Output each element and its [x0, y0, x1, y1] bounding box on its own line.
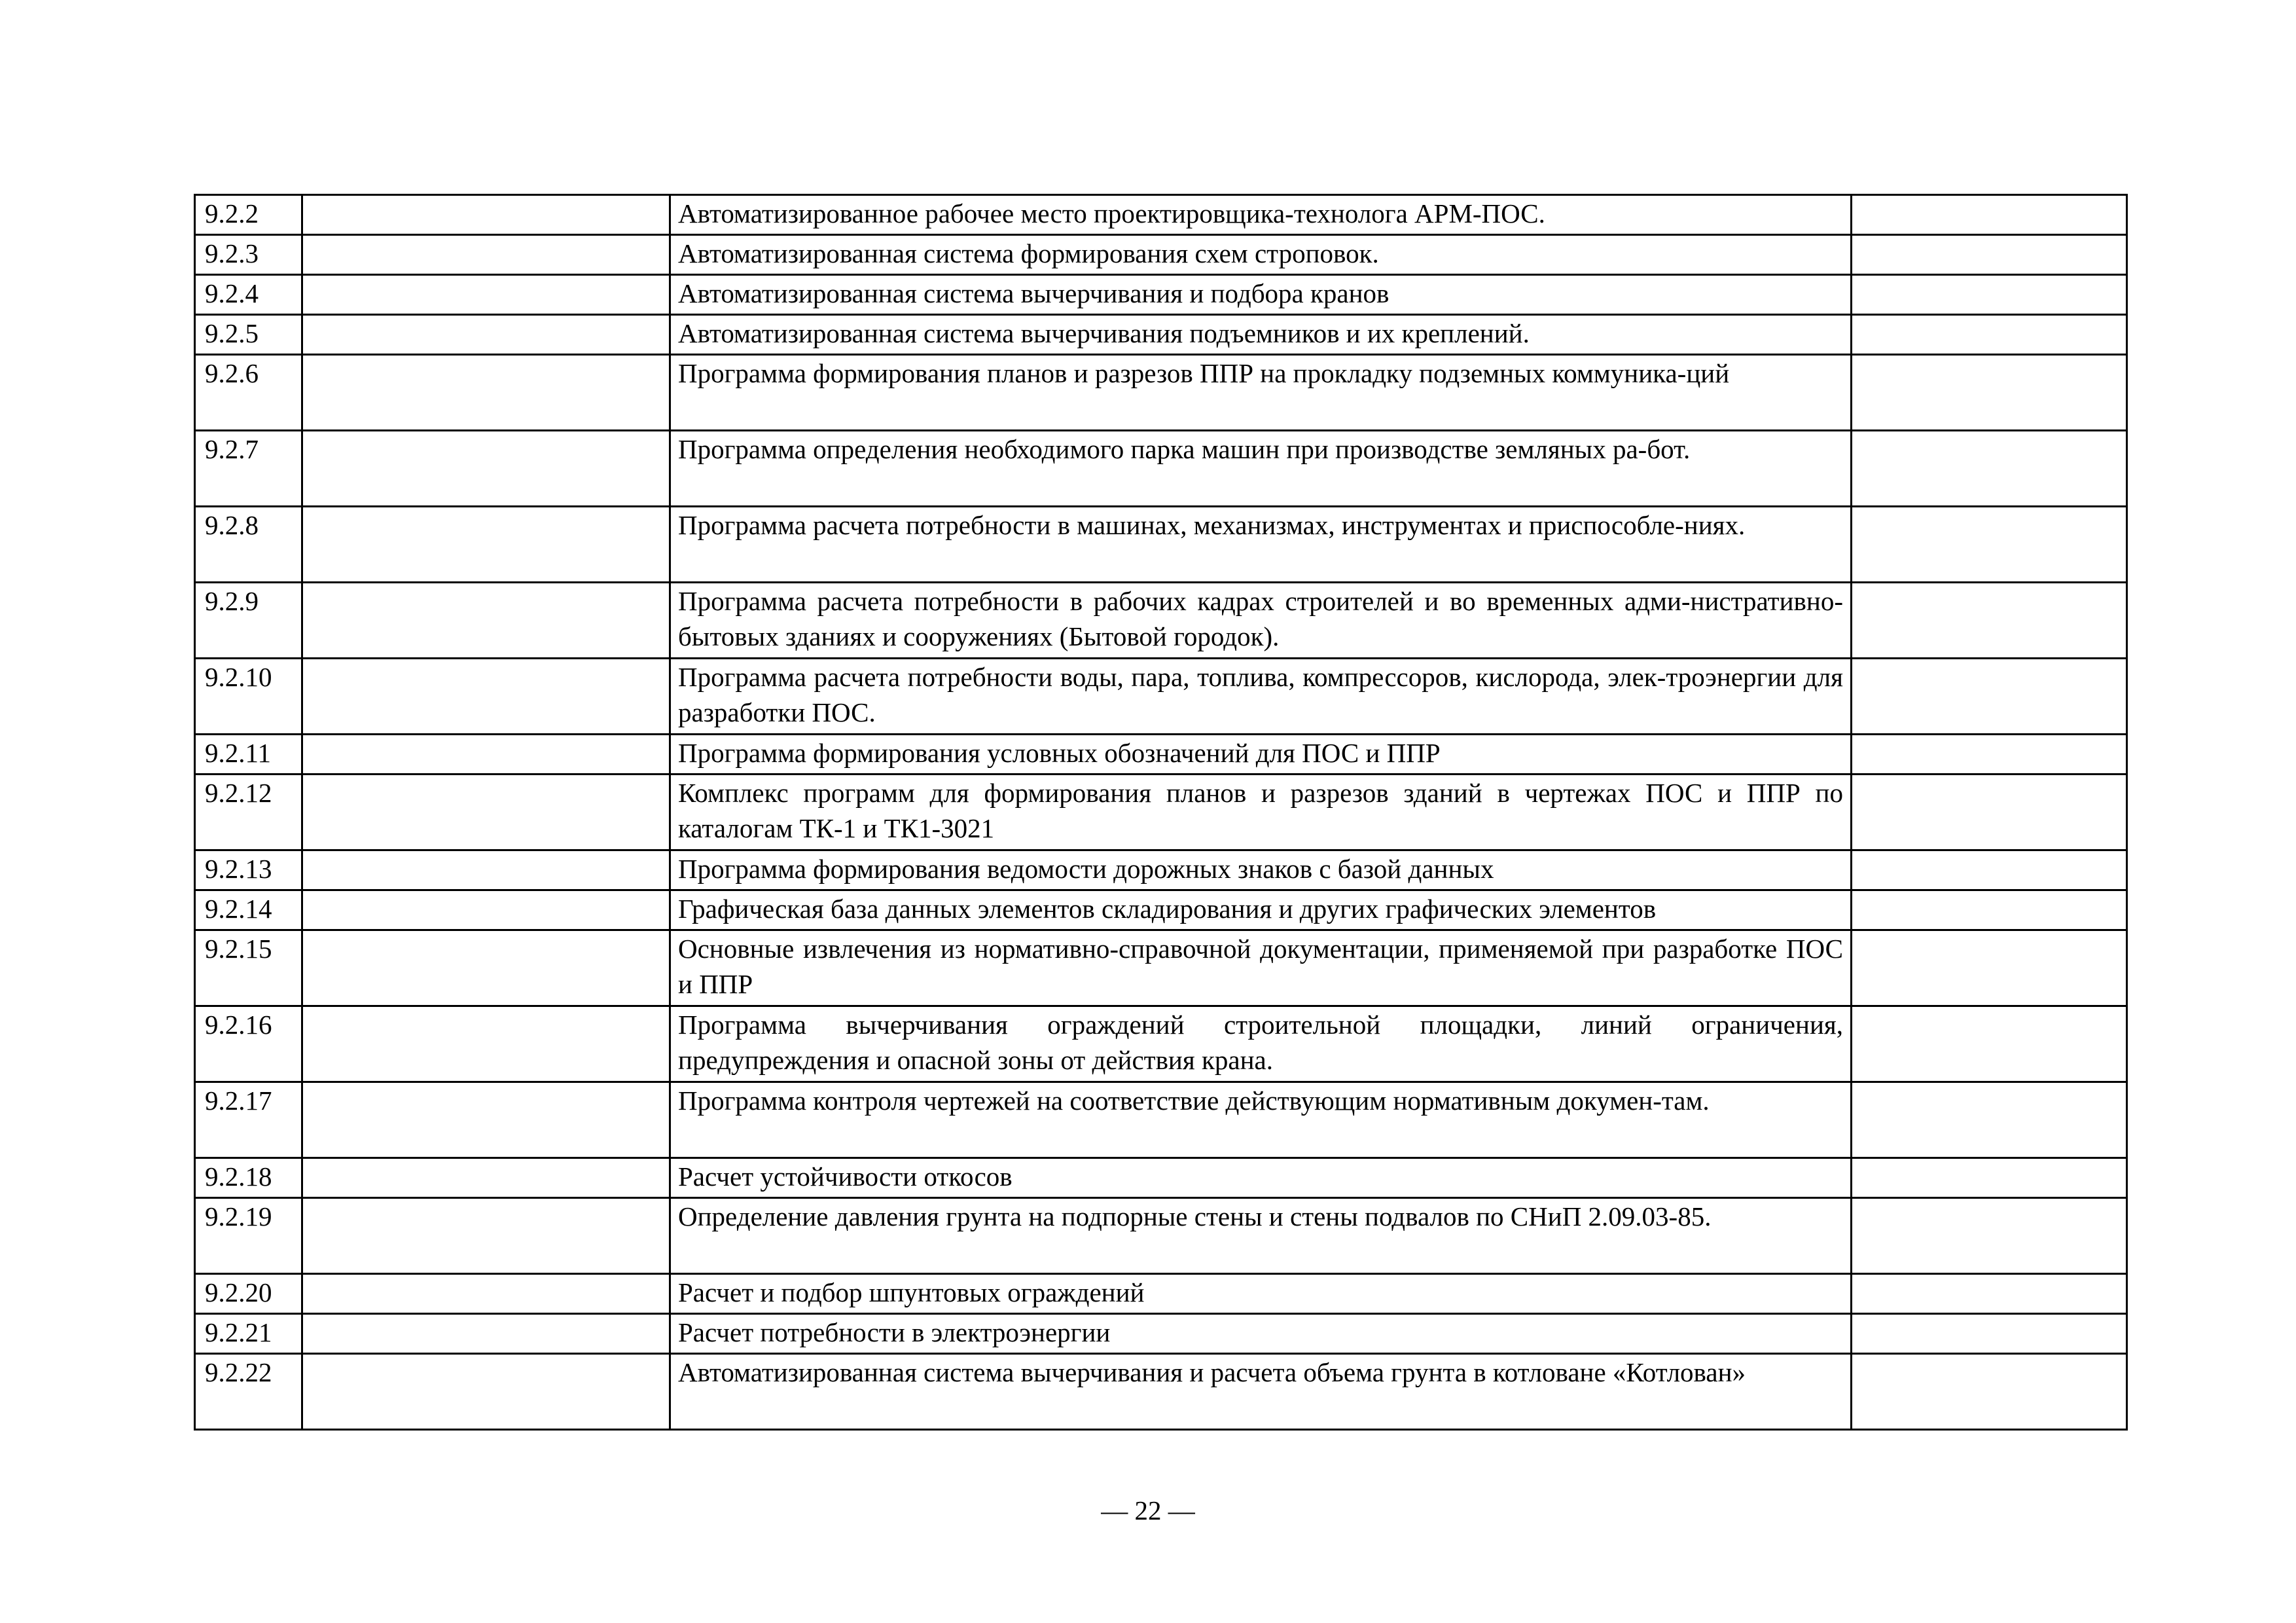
item-number: 9.2.15	[195, 930, 302, 1006]
item-note-cell	[1852, 315, 2127, 355]
item-note-cell	[1852, 507, 2127, 583]
item-note-cell	[1852, 890, 2127, 930]
item-description: Графическая база данных элементов складирования и других графических элементов	[670, 890, 1852, 930]
item-description: Автоматизированная система вычерчивания подъемников и их креплений.	[670, 315, 1852, 355]
item-name-cell	[302, 850, 670, 890]
item-description: Расчет потребности в электроэнергии	[670, 1314, 1852, 1354]
table-row	[195, 659, 2127, 735]
item-name-cell	[302, 355, 670, 431]
item-note-cell	[1852, 659, 2127, 735]
table-row	[195, 1274, 2127, 1314]
table-row	[195, 775, 2127, 850]
item-name-cell	[302, 775, 670, 850]
item-description: Программа формирования условных обозначений для ПОС и ППР	[670, 735, 1852, 775]
item-number: 9.2.19	[195, 1198, 302, 1274]
item-name-cell	[302, 235, 670, 275]
item-note-cell	[1852, 583, 2127, 659]
item-name-cell	[302, 1274, 670, 1314]
item-name-cell	[302, 315, 670, 355]
item-number: 9.2.12	[195, 775, 302, 850]
table-row	[195, 583, 2127, 659]
item-note-cell	[1852, 1082, 2127, 1158]
item-number: 9.2.16	[195, 1006, 302, 1082]
item-note-cell	[1852, 1354, 2127, 1430]
item-number: 9.2.9	[195, 583, 302, 659]
table-row	[195, 1006, 2127, 1082]
item-number: 9.2.3	[195, 235, 302, 275]
item-number: 9.2.5	[195, 315, 302, 355]
item-note-cell	[1852, 195, 2127, 235]
item-note-cell	[1852, 1274, 2127, 1314]
item-description: Программа контроля чертежей на соответствие действующим нормативным докумен-там.	[670, 1082, 1852, 1158]
item-note-cell	[1852, 735, 2127, 775]
table-row	[195, 275, 2127, 315]
item-name-cell	[302, 1198, 670, 1274]
item-description: Автоматизированная система вычерчивания и подбора кранов	[670, 275, 1852, 315]
item-number: 9.2.14	[195, 890, 302, 930]
table-row	[195, 315, 2127, 355]
table-row	[195, 1314, 2127, 1354]
item-name-cell	[302, 735, 670, 775]
item-description: Автоматизированное рабочее место проектировщика-технолога АРМ-ПОС.	[670, 195, 1852, 235]
item-note-cell	[1852, 431, 2127, 507]
item-note-cell	[1852, 775, 2127, 850]
table-row	[195, 1354, 2127, 1430]
item-number: 9.2.17	[195, 1082, 302, 1158]
table-row	[195, 1158, 2127, 1198]
item-description: Комплекс программ для формирования планов и разрезов зданий в чертежах ПОС и ППР по каталогам ТК-1 и ТК1-3021	[670, 775, 1852, 850]
item-note-cell	[1852, 275, 2127, 315]
table-row	[195, 1082, 2127, 1158]
item-number: 9.2.2	[195, 195, 302, 235]
item-description: Программа расчета потребности воды, пара, топлива, компрессоров, кислорода, элек-троэнергии для разработки ПОС.	[670, 659, 1852, 735]
page-number: — 22 —	[1101, 1495, 1195, 1525]
item-note-cell	[1852, 1314, 2127, 1354]
item-description: Автоматизированная система формирования схем строповок.	[670, 235, 1852, 275]
item-name-cell	[302, 1354, 670, 1430]
table-row	[195, 1198, 2127, 1274]
item-description: Программа формирования планов и разрезов ППР на прокладку подземных коммуника-ций	[670, 355, 1852, 431]
item-note-cell	[1852, 1198, 2127, 1274]
table-row	[195, 890, 2127, 930]
item-name-cell	[302, 431, 670, 507]
item-number: 9.2.4	[195, 275, 302, 315]
item-description: Программа расчета потребности в рабочих кадрах строителей и во временных адми-нистративно-бытовых зданиях и сооружениях (Бытовой городок).	[670, 583, 1852, 659]
table-row	[195, 850, 2127, 890]
table-row	[195, 195, 2127, 235]
item-name-cell	[302, 1006, 670, 1082]
item-description: Расчет устойчивости откосов	[670, 1158, 1852, 1198]
item-note-cell	[1852, 1006, 2127, 1082]
item-name-cell	[302, 1082, 670, 1158]
table-row	[195, 355, 2127, 431]
item-description: Автоматизированная система вычерчивания и расчета объема грунта в котловане «Котлован»	[670, 1354, 1852, 1430]
item-name-cell	[302, 507, 670, 583]
table-row	[195, 431, 2127, 507]
item-number: 9.2.22	[195, 1354, 302, 1430]
item-name-cell	[302, 195, 670, 235]
item-note-cell	[1852, 1158, 2127, 1198]
table-row	[195, 235, 2127, 275]
item-name-cell	[302, 659, 670, 735]
item-number: 9.2.20	[195, 1274, 302, 1314]
item-name-cell	[302, 275, 670, 315]
item-name-cell	[302, 890, 670, 930]
item-description: Программа расчета потребности в машинах, механизмах, инструментах и приспособле-ниях.	[670, 507, 1852, 583]
item-name-cell	[302, 1314, 670, 1354]
item-description: Программа формирования ведомости дорожных знаков с базой данных	[670, 850, 1852, 890]
item-number: 9.2.21	[195, 1314, 302, 1354]
item-name-cell	[302, 930, 670, 1006]
item-number: 9.2.11	[195, 735, 302, 775]
item-note-cell	[1852, 355, 2127, 431]
table-row	[195, 735, 2127, 775]
document-table	[194, 194, 2128, 1431]
item-number: 9.2.13	[195, 850, 302, 890]
item-description: Программа вычерчивания ограждений строительной площадки, линий ограничения, предупреждения и опасной зоны от действия крана.	[670, 1006, 1852, 1082]
item-name-cell	[302, 583, 670, 659]
item-note-cell	[1852, 930, 2127, 1006]
item-description: Основные извлечения из нормативно-справочной документации, применяемой при разработке ПОС и ППР	[670, 930, 1852, 1006]
table-row	[195, 930, 2127, 1006]
item-number: 9.2.10	[195, 659, 302, 735]
item-name-cell	[302, 1158, 670, 1198]
item-number: 9.2.18	[195, 1158, 302, 1198]
item-number: 9.2.8	[195, 507, 302, 583]
item-note-cell	[1852, 235, 2127, 275]
item-description: Программа определения необходимого парка машин при производстве земляных ра-бот.	[670, 431, 1852, 507]
item-description: Определение давления грунта на подпорные стены и стены подвалов по СНиП 2.09.03-85.	[670, 1198, 1852, 1274]
item-note-cell	[1852, 850, 2127, 890]
item-number: 9.2.6	[195, 355, 302, 431]
item-description: Расчет и подбор шпунтовых ограждений	[670, 1274, 1852, 1314]
item-number: 9.2.7	[195, 431, 302, 507]
table-row	[195, 507, 2127, 583]
